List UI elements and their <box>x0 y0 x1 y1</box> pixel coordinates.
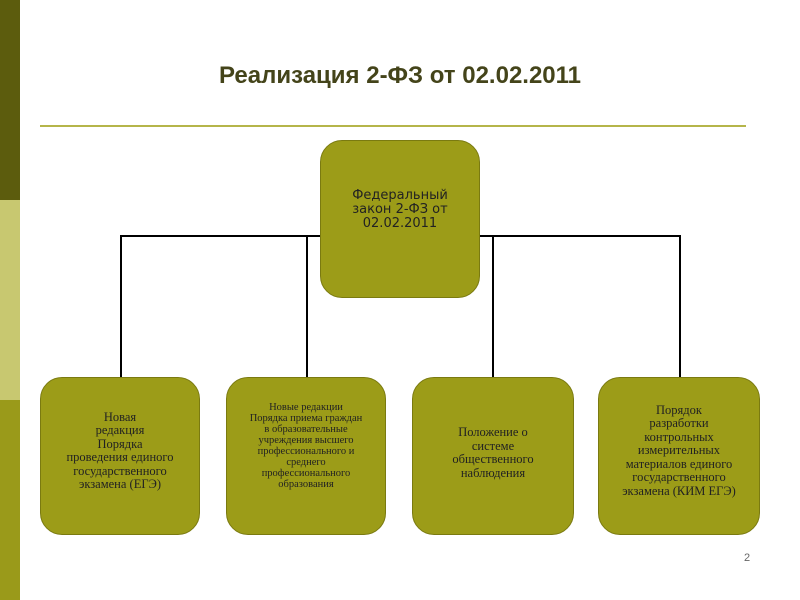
child-node-kim-development <box>598 377 760 535</box>
child-node-ege-procedure <box>40 377 200 535</box>
child-node-label: Положение о системе общественного наблюдения <box>452 425 534 480</box>
root-node-label: Федеральный закон 2-ФЗ от 02.02.2011 <box>352 188 448 231</box>
page-number: 2 <box>744 552 751 564</box>
root-node-federal-law <box>320 140 480 298</box>
child-node-label: Новые редакции Порядка приема граждан в образовательные учреждения высшего профессионального и среднего профессионального образования <box>249 402 363 490</box>
child-node-admission-procedure <box>226 377 386 535</box>
child-node-label: Порядок разработки контрольных измерительных материалов единого государственного экзамена (КИМ ЕГЭ) <box>622 402 736 498</box>
child-node-public-observation <box>412 377 574 535</box>
slide-title: Реализация 2-ФЗ от 02.02.2011 <box>218 62 582 89</box>
child-node-label: Новая редакция Порядка проведения единого государственного экзамена (ЕГЭ) <box>66 409 174 491</box>
